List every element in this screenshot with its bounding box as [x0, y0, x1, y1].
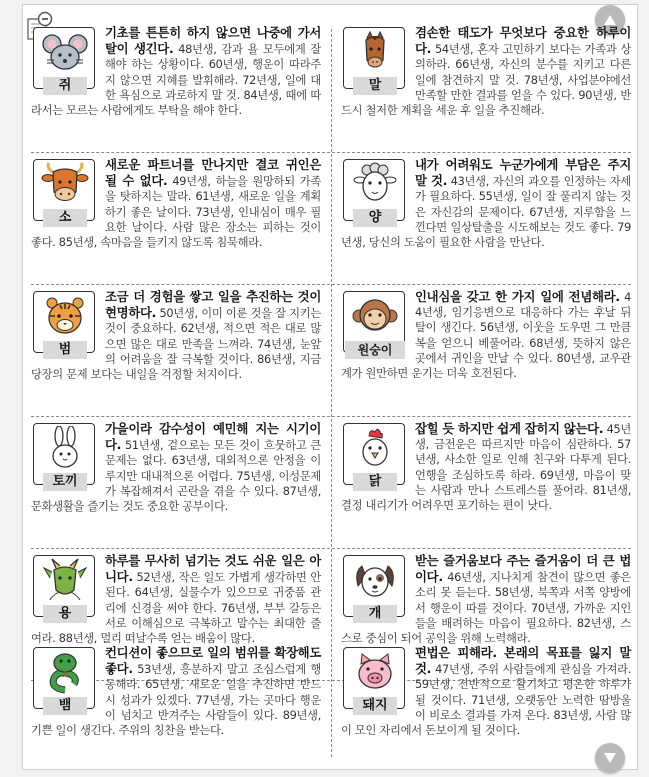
fortune-body: 43년생, 자신의 과오를 인정하는 자세가 필요하다. 55년생, 일이 잘 풀리지 않는 것은 자신감의 문제이다. 67년생, 지루함을 느낀다면 일상탈출을 시도해보는 것도 좋다. 79년생, 당신의 도움이 필요한 사람을 만난다.	[341, 175, 631, 250]
rooster-illustration	[341, 423, 409, 489]
dog-illustration	[341, 555, 409, 621]
fortune-headline: 조금 더 경험을 쌓고 일을 추진하는 것이 현명하다.	[105, 289, 321, 321]
ox-illustration	[31, 159, 99, 225]
fortune-body: 47년생, 주위 사람들에게 관심을 가져라. 59년생, 전반적으로 활기차고 평온한 하루가 될 것이다. 71년생, 오랫동안 노력한 땀방울이 비로소 결과를 가져 온다. 83년생, 사람 많이 모인 자리에서 돈보이게 될 것이다.	[341, 663, 631, 738]
fortune-body: 53년생, 흥분하지 말고 조심스럽게 행동해라. 65년생, 새로운 일을 추진하면 반드시 성과가 있겠다. 77년생, 가는 곳마다 행운이 넘치고 반겨주는 사람들이 있다. 89년생, 기쁜 일이 생긴다. 주위의 칭찬을 받는다.	[31, 663, 321, 738]
fortune-headline: 하루를 무사히 넘기는 것도 쉬운 일은 아니다.	[105, 553, 321, 585]
fortune-headline: 내가 어려워도 누군가에게 부담은 주지 말 것.	[415, 157, 631, 189]
fortune-body: 52년생, 작은 일도 가볍게 생각하면 안 된다. 64년생, 실물수가 있으므로 귀중품 관리에 신경을 써야 한다. 76년생, 부부 갈등은 서로 이해심으로 극복하고 말수는 최대한 줄여라. 88년생, 멀리 떠날수록 얻는 배움이 많다.	[31, 571, 321, 646]
zodiac-entry-horse	[341, 25, 631, 145]
zodiac-name: 뱀	[43, 697, 87, 715]
fortune-headline: 인내심을 갖고 한 가지 일에 전념해라.	[415, 289, 620, 304]
zodiac-name: 원숭이	[345, 341, 405, 359]
zodiac-name: 토끼	[43, 473, 87, 491]
fortune-body: 48년생, 감과 욜 모두에게 잘 해야 하는 상황이다. 60년생, 행운이 따라주지 않으면 지혜를 발휘해라. 72년생, 일에 대한 욕심으로 과로하지 말 것. 84년생, 때에 따라서는 모르는 사람에게도 부탁을 해야 한다.	[31, 43, 321, 118]
zodiac-entry-tiger	[31, 289, 321, 409]
zodiac-row	[31, 645, 631, 769]
fortune-headline: 가을이라 감수성이 예민해 지는 시기이다.	[105, 421, 321, 453]
zodiac-entry-snake	[31, 645, 321, 765]
zodiac-name: 말	[353, 77, 397, 95]
zodiac-name: 돼지	[353, 697, 397, 715]
fortune-headline: 받는 즐거움보다 주는 즐거움이 더 큰 법이다.	[415, 553, 631, 585]
rooster-icon	[350, 426, 400, 470]
zodiac-name: 용	[43, 605, 87, 623]
fortune-headline: 새로운 파트너를 만나지만 결코 귀인은 될 수 없다.	[105, 157, 321, 189]
zodiac-entry-rat	[31, 25, 321, 145]
zodiac-row	[31, 25, 631, 149]
zodiac-row	[31, 289, 631, 413]
dragon-illustration	[31, 555, 99, 621]
zodiac-entry-ox	[31, 157, 321, 277]
horse-illustration	[341, 27, 409, 93]
dragon-icon	[40, 558, 90, 602]
fortune-headline: 겸손한 태도가 무엇보다 중요한 하루이다.	[415, 25, 631, 57]
zodiac-entry-rabbit	[31, 421, 321, 541]
snake-illustration	[31, 647, 99, 713]
zodiac-name: 닭	[353, 473, 397, 491]
sheep-icon	[350, 162, 400, 206]
zodiac-entry-sheep	[341, 157, 631, 277]
fortune-headline: 잡힐 듯 하지만 쉽게 잡히지 않는다.	[415, 421, 604, 436]
dog-icon	[350, 558, 400, 602]
row-divider	[31, 152, 631, 153]
fortune-body: 44년생, 임기응변으로 대응하다 가는 후날 뒤탈이 생긴다. 56년생, 이웃을 도우면 그 만큼 복을 얻으니 베풀어라. 68년생, 뜻하지 않은 곳에서 귀인을 만날 수 있다. 80년생, 교우관계가 원만하면 운기는 더욱 호전된다.	[341, 291, 631, 381]
fortune-headline: 편법은 피해라. 본래의 목표를 잃지 말 것.	[415, 645, 631, 677]
rabbit-illustration	[31, 423, 99, 489]
zodiac-entry-monkey	[341, 289, 631, 409]
fortune-body: 51년생, 겉으로는 모든 것이 흐뭇하고 큰 문제는 없다. 63년생, 대외적으론 안정을 이루지만 대내적으론 어렵다. 75년생, 이성문제가 복잡해져서 곤란을 겪을 수 있다. 87년생, 문화생활을 즐기는 것도 중요한 공부이다.	[31, 439, 321, 514]
ox-icon	[40, 162, 90, 206]
zodiac-name: 범	[43, 341, 87, 359]
fortune-body: 45년생, 금전운은 따르지만 마음이 심란하다. 57년생, 사소한 일로 인해 친구와 다투게 된다. 언행을 조심하도록 하라. 69년생, 마음이 맞는 사람과 만나 스트레스를 풀어라. 81년생, 결정 내리기가 어려우면 포기하는 편이 낫다.	[341, 423, 631, 513]
row-divider	[31, 284, 631, 285]
snake-icon	[40, 650, 90, 694]
fortune-body: 46년생, 지나치게 참견이 많으면 좋은 소리 못 듣는다. 58년생, 북쪽과 서쪽 양방에서 행운이 따를 것이다. 70년생, 가까운 지인들을 배려하는 마음이 필요하다. 82년생, 스스로 중심이 되어 공익을 위해 노력해라.	[341, 571, 631, 646]
zodiac-name: 쥐	[43, 77, 87, 95]
zodiac-entry-rooster	[341, 421, 631, 541]
tiger-icon	[40, 294, 90, 338]
row-divider	[31, 416, 631, 417]
pig-illustration	[341, 647, 409, 713]
row-divider	[31, 548, 631, 549]
zodiac-row	[31, 157, 631, 281]
pig-icon	[350, 650, 400, 694]
zodiac-name: 개	[353, 605, 397, 623]
zodiac-name: 양	[353, 209, 397, 227]
sheep-illustration	[341, 159, 409, 225]
horse-icon	[350, 30, 400, 74]
fortune-body: 54년생, 혼자 고민하기 보다는 가족과 상의하라. 66년생, 자신의 분수를 지키고 다른 일에 참견하지 말 것. 78년생, 사업분야에선 만족할 만한 결과를 얻을 수 있다. 90년생, 반드시 철저한 계획을 세운 후 일을 추진해라.	[341, 43, 631, 118]
fortune-body: 49년생, 하늘을 원망하되 가족을 탓하지는 말라. 61년생, 새로운 일을 계획하기 좋은 날이다. 73년생, 인내심이 매우 필요한 날이다. 사람 많은 장소는 피하는 것이 좋다. 85년생, 속마음을 들키지 않도록 침묵해라.	[31, 175, 321, 250]
fortune-headline: 기초를 튼튼히 하지 않으면 나중에 가서 탈이 생긴다.	[105, 25, 321, 57]
fortune-body: 50년생, 이미 이룬 것을 잘 지키는 것이 중요하다. 62년생, 적으면 적은 대로 많으면 많은 대로 만족을 느껴라. 74년생, 눈앞의 어려움을 잘 극복할 것이다. 86년생, 지금 당장의 문제 보다는 내일을 걱정할 처지이다.	[31, 307, 321, 382]
monkey-illustration	[341, 291, 409, 357]
rat-illustration	[31, 27, 99, 93]
monkey-icon	[350, 294, 400, 338]
rabbit-icon	[40, 426, 90, 470]
zodiac-row	[31, 421, 631, 545]
zodiac-name: 소	[43, 209, 87, 227]
fortune-headline: 컨디션이 좋으므로 일의 범위를 확장해도 좋다.	[105, 645, 321, 677]
tiger-illustration	[31, 291, 99, 357]
zodiac-entry-pig	[341, 645, 631, 765]
horoscope-page	[22, 4, 638, 770]
rat-icon	[40, 30, 90, 74]
